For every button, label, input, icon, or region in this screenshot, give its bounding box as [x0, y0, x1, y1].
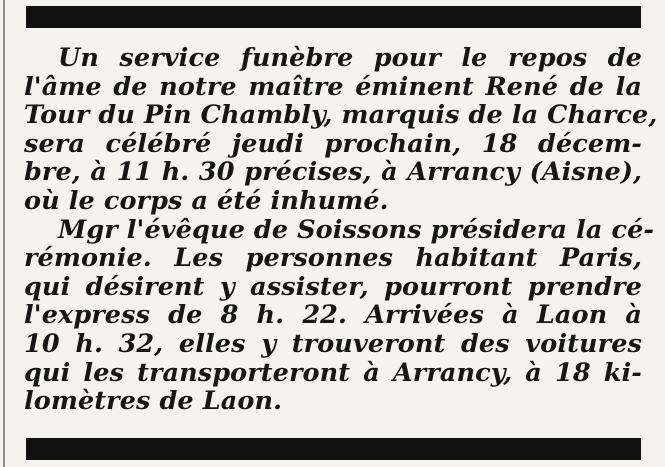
text-line: rémonie. Les personnes habitant Paris, — [24, 243, 642, 274]
text-line: l'âme de notre maître éminent René de la — [24, 71, 642, 102]
text-line: Tour du Pin Chambly, marquis de la Charce, — [24, 100, 658, 131]
text-line: qui les transporteront à Arrancy, à 18 ki- — [24, 357, 642, 388]
paragraph-1 — [24, 43, 658, 216]
paragraph-2 — [24, 214, 655, 417]
text-line: l'express de 8 h. 22. Arrivées à Laon à — [24, 300, 642, 331]
article-text — [24, 43, 658, 417]
text-line: bre, à 11 h. 30 précises, à Arrancy (Aisne), — [24, 157, 642, 188]
text-line: sera célébré jeudi prochain, 18 décem- — [24, 128, 642, 159]
top-rule — [26, 6, 641, 28]
text-line: 10 h. 32, elles y trouveront des voitures — [24, 328, 642, 359]
text-line: où le corps a été inhumé. — [24, 185, 389, 216]
text-line: lomètres de Laon. — [24, 386, 283, 417]
text-line: Mgr l'évêque de Soissons présidera la cé- — [58, 214, 655, 245]
bottom-rule — [26, 438, 641, 460]
text-line: qui désirent y assister, pourront prendre — [24, 271, 642, 302]
text-line: Un service funèbre pour le repos de — [58, 43, 642, 73]
clipping-left-edge — [3, 0, 5, 467]
